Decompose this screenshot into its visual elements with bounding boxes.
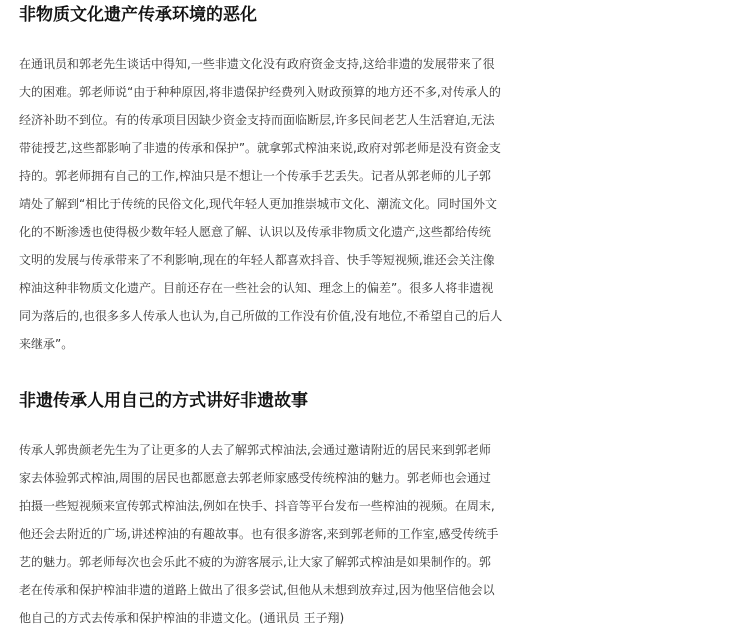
section-heading-environment: 非物质文化遗产传承环境的恶化 — [19, 5, 257, 25]
section-heading-storytelling: 非遗传承人用自己的方式讲好非遗故事 — [19, 391, 308, 411]
text-line: 在通讯员和郭老先生谈话中得知,一些非遗文化没有政府资金支持,这给非遗的发展带来了很 — [19, 57, 495, 71]
text-line: 榨油这种非物质文化遗产。目前还存在一些社会的认知、理念上的偏差”。很多人将非遗视 — [19, 281, 494, 295]
text-line: 来继承”。 — [19, 337, 74, 351]
paragraph-storytelling — [19, 436, 754, 632]
text-line: 同为落后的,也很多多人传承人也认为,自己所做的工作没有价值,没有地位,不希望自己的后人 — [19, 309, 503, 323]
text-line: 带徒授艺,这些都影响了非遗的传承和保护”。就拿郭式榨油来说,政府对郭老师是没有资金支 — [19, 141, 501, 155]
text-line: 大的困难。郭老师说“由于种种原因,将非遗保护经费列入财政预算的地方还不多,对传承人的 — [19, 85, 501, 99]
text-line: 文明的发展与传承带来了不利影响,现在的年轻人都喜欢抖音、快手等短视频,谁还会关注像 — [19, 253, 495, 267]
text-line: 拍摄一些短视频来宣传郭式榨油法,例如在快手、抖音等平台发布一些榨油的视频。在周末, — [19, 499, 495, 513]
text-line: 持的。郭老师拥有自己的工作,榨油只是不想让一个传承手艺丢失。记者从郭老师的儿子郭 — [19, 169, 491, 183]
text-line: 他还会去附近的广场,讲述榨油的有趣故事。也有很多游客,来到郭老师的工作室,感受传统手 — [19, 527, 499, 541]
text-line: 传承人郭贵颜老先生为了让更多的人去了解郭式榨油法,会通过邀请附近的居民来到郭老师 — [19, 443, 491, 457]
text-line: 他自己的方式去传承和保护榨油的非遗文化。(通讯员 王子翔) — [19, 611, 345, 625]
text-line: 老在传承和保护榨油非遗的道路上做出了很多尝试,但他从未想到放弃过,因为他坚信他会以 — [19, 583, 495, 597]
text-line: 靖处了解到“相比于传统的民俗文化,现代年轻人更加推崇城市文化、潮流文化。同时国外文 — [19, 197, 498, 211]
text-line: 化的不断渗透也使得极少数年轻人愿意了解、认识以及传承非物质文化遗产,这些都给传统 — [19, 225, 491, 239]
text-line: 家去体验郭式榨油,周围的居民也都愿意去郭老师家感受传统榨油的魅力。郭老师也会通过 — [19, 471, 491, 485]
text-line: 经济补助不到位。有的传承项目因缺少资金支持而面临断层,许多民间老艺人生活窘迫,无法 — [19, 113, 495, 127]
text-line: 艺的魅力。郭老师每次也会乐此不疲的为游客展示,让大家了解郭式榨油是如果制作的。郭 — [19, 555, 491, 569]
paragraph-environment — [19, 50, 754, 358]
